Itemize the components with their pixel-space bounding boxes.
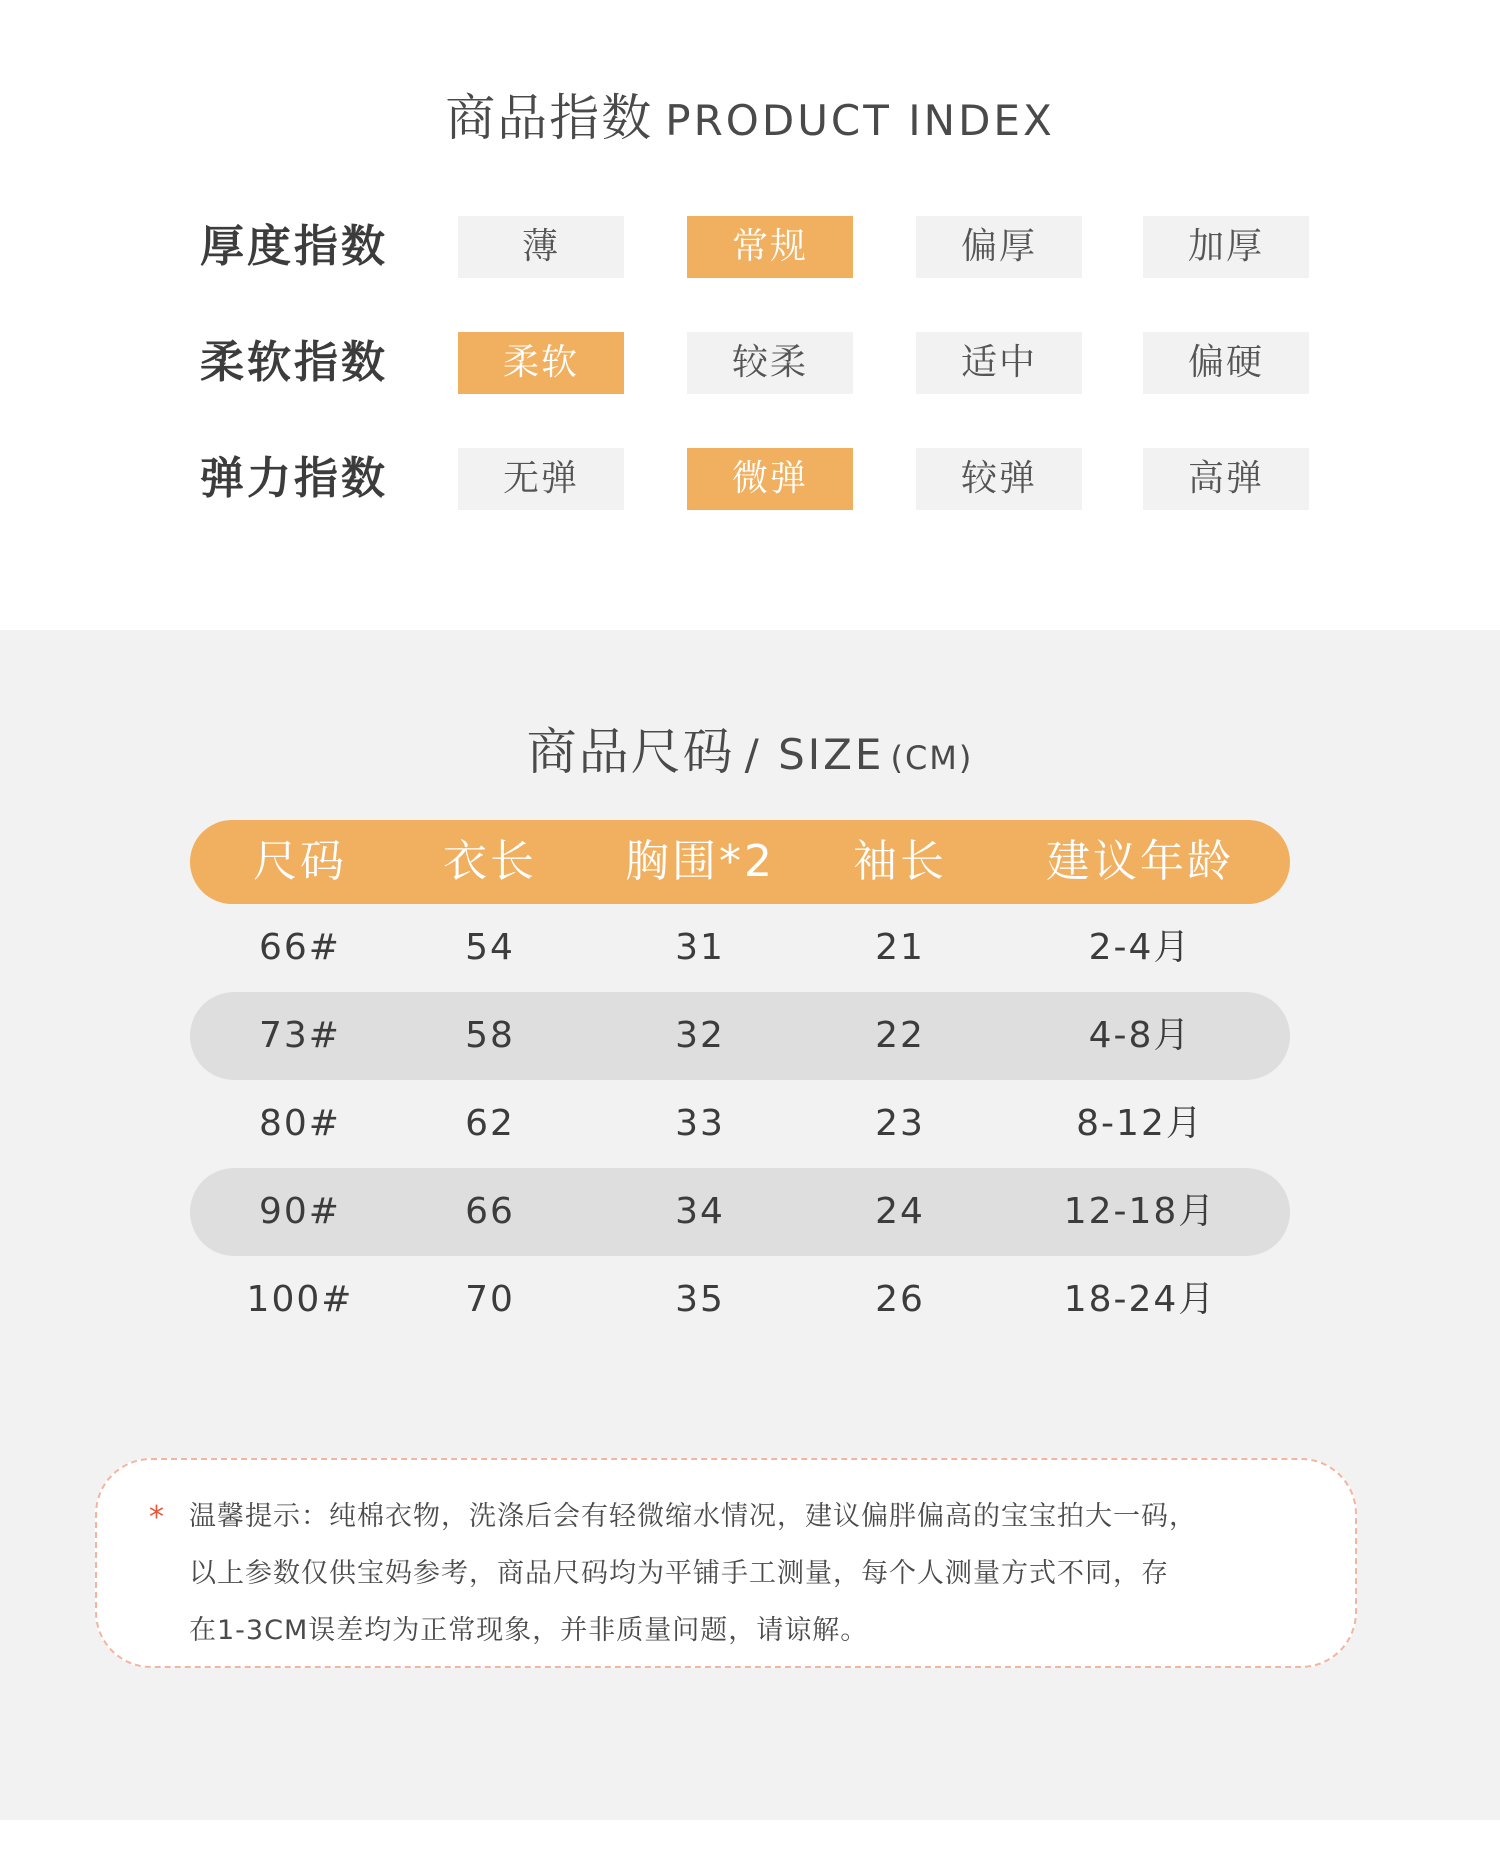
index-option-selected: 常规 (687, 216, 853, 278)
index-row-elasticity (0, 448, 1500, 510)
table-cell: 66# (259, 927, 341, 968)
notice-text (189, 1488, 1299, 1659)
notice-line: 温馨提示：纯棉衣物，洗涤后会有轻微缩水情况，建议偏胖偏高的宝宝拍大一码， (189, 1501, 1197, 1532)
table-cell: 58 (465, 1015, 515, 1056)
table-cell: 35 (675, 1279, 725, 1320)
table-cell: 31 (675, 927, 725, 968)
size-chart-title-cn: 商品尺码 (526, 723, 735, 781)
table-cell: 73# (259, 1015, 341, 1056)
table-cell: 26 (875, 1279, 925, 1320)
table-cell: 21 (875, 927, 925, 968)
index-row-softness (0, 332, 1500, 394)
header-cell: 胸围*2 (625, 836, 775, 887)
header-cell: 衣长 (443, 836, 537, 887)
index-option: 适中 (916, 332, 1082, 394)
table-cell: 32 (675, 1015, 725, 1056)
index-option: 无弹 (458, 448, 624, 510)
table-cell: 70 (465, 1279, 515, 1320)
notice-line: 以上参数仅供宝妈参考，商品尺码均为平铺手工测量，每个人测量方式不同，存 (189, 1558, 1169, 1589)
table-cell: 34 (675, 1191, 725, 1232)
index-option: 较弹 (916, 448, 1082, 510)
index-label: 厚度指数 (200, 221, 388, 272)
table-cell: 23 (875, 1103, 925, 1144)
header-cell: 建议年龄 (1046, 836, 1234, 887)
size-chart-unit: (CM) (890, 739, 974, 777)
table-header (190, 820, 1290, 904)
index-option: 加厚 (1143, 216, 1309, 278)
table-cell: 18-24月 (1063, 1279, 1217, 1320)
index-option: 偏硬 (1143, 332, 1309, 394)
notice-box (95, 1458, 1357, 1668)
index-label: 弹力指数 (200, 453, 388, 504)
table-cell: 4-8月 (1088, 1015, 1192, 1056)
table-cell: 66 (465, 1191, 515, 1232)
asterisk-icon: * (149, 1500, 164, 1535)
index-row-thickness (0, 216, 1500, 278)
index-option-selected: 柔软 (458, 332, 624, 394)
table-row (190, 904, 1290, 992)
index-option-selected: 微弹 (687, 448, 853, 510)
product-index-title-cn: 商品指数 (445, 89, 654, 147)
index-option: 高弹 (1143, 448, 1309, 510)
size-table (190, 820, 1290, 1344)
notice-line: 在1-3CM误差均为正常现象，并非质量问题，请谅解。 (189, 1615, 869, 1646)
table-cell: 33 (675, 1103, 725, 1144)
size-chart-title (0, 712, 1500, 784)
table-row (190, 992, 1290, 1080)
index-label: 柔软指数 (200, 337, 388, 388)
product-index-title-en: PRODUCT INDEX (665, 96, 1055, 145)
table-cell: 24 (875, 1191, 925, 1232)
size-chart-section (0, 630, 1500, 1820)
header-cell: 尺码 (253, 836, 347, 887)
table-cell: 100# (246, 1279, 354, 1320)
table-cell: 90# (259, 1191, 341, 1232)
footer-strip (0, 1820, 1500, 1859)
index-option: 偏厚 (916, 216, 1082, 278)
table-cell: 54 (465, 927, 515, 968)
product-index-section (0, 0, 1500, 630)
table-cell: 12-18月 (1063, 1191, 1217, 1232)
header-cell: 袖长 (853, 836, 947, 887)
index-option: 薄 (458, 216, 624, 278)
table-cell: 62 (465, 1103, 515, 1144)
table-row (190, 1256, 1290, 1344)
table-row (190, 1168, 1290, 1256)
table-row (190, 1080, 1290, 1168)
table-cell: 8-12月 (1076, 1103, 1204, 1144)
table-cell: 22 (875, 1015, 925, 1056)
table-cell: 80# (259, 1103, 341, 1144)
size-chart-title-en: / SIZE (744, 730, 885, 779)
table-cell: 2-4月 (1088, 927, 1192, 968)
product-index-title (0, 78, 1500, 150)
index-option: 较柔 (687, 332, 853, 394)
